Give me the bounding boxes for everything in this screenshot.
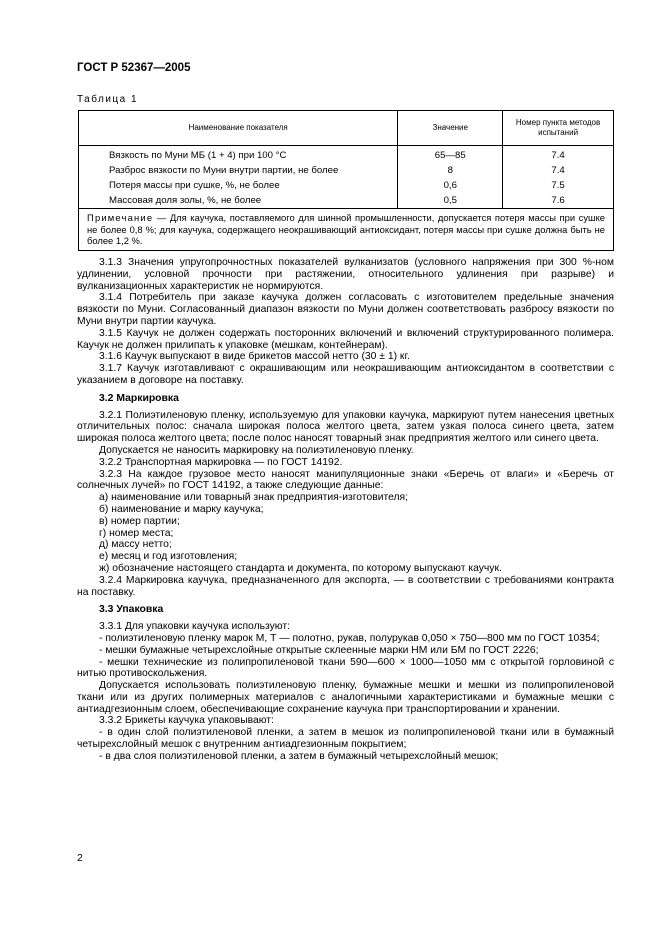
list-item: ж) обозначение настоящего стандарта и документа, по которому выпускают каучук. [99,562,502,574]
table-row [79,146,614,164]
paragraph-3-1-6: 3.1.6 Каучук выпускают в виде брикетов массой нетто (30 ± 1) кг. [99,351,410,363]
table-row [79,163,614,178]
list-item: б) наименование и марку каучука; [99,503,264,515]
cell-method: 7.6 [503,193,614,209]
note-text: — Для каучука, поставляемого для шинной промышленности, допускается потеря массы при сушке не более 0,8 %; для каучука, содержащего неокрашивающий антиоксидант, потеря массы при сушке должна быть не более 1,2 %. [87,212,605,246]
cell-method: 7.5 [503,178,614,193]
note-label: Примечание [87,212,154,223]
cell-method: 7.4 [503,163,614,178]
cell-name: Массовая доля золы, %, не более [79,193,398,209]
section-heading-packaging: 3.3 Упаковка [99,604,164,616]
column-header-value: Значение [398,111,503,146]
table-note [79,209,614,251]
paragraph-3-3-1-d: Допускается использовать полиэтиленовую пленку, бумажные мешки и мешки из полипропиленовой ткани или из других полимерных материалов с аналогичными характеристиками и бумажные мешки с антиадгезионным слоем, обеспечивающие сохранение каучука при транспортировании и хранении. [77,680,614,715]
paragraph-3-3-1: 3.3.1 Для упаковки каучука используют: [99,621,290,633]
paragraph-3-3-2-b: - в два слоя полиэтиленовой пленки, а затем в бумажный четырехслойный мешок; [99,750,499,762]
properties-table [78,110,614,251]
section-heading-marking: 3.2 Маркировка [99,392,179,404]
paragraph-3-2-4: 3.2.4 Маркировка каучука, предназначенного для экспорта, — в соответствии с требованиями контракта на поставку. [77,574,614,598]
paragraph-3-3-1-b: - мешки бумажные четырехслойные открытые склеенные марки НМ или БМ по ГОСТ 2226; [99,644,539,656]
list-item: в) номер партии; [99,515,180,527]
cell-name: Разброс вязкости по Муни внутри партии, не более [79,163,398,178]
paragraph-3-1-3: 3.1.3 Значения упругопрочностных показателей вулканизатов (условного напряжения при 300 %-ном удлинении, условной прочности при растяжении, относительного удлинения при разрыве) и вулканизационных характеристик не нормируются. [77,257,614,292]
document-body [77,257,614,763]
table-note-row [79,209,614,251]
cell-name: Вязкость по Муни МБ (1 + 4) при 100 °С [79,146,398,164]
table-row [79,178,614,193]
paragraph-3-1-7: 3.1.7 Каучук изготавливают с окрашивающим или неокрашивающим антиоксидантом в соответствии с указанием в договоре на поставку. [77,363,614,386]
paragraph-3-3-1-c: - мешки технические из полипропиленовой ткани 590—600 × 1000—1050 мм с открытой горловиной с нитью противоскольжения. [77,656,614,680]
paragraph-3-3-2: 3.3.2 Брикеты каучука упаковывают: [99,715,274,727]
paragraph-3-2-2: 3.2.2 Транспортная маркировка — по ГОСТ 14192. [99,456,343,468]
column-header-name: Наименование показателя [79,111,398,146]
paragraph-3-3-1-a: - полиэтиленовую пленку марок М, Т — полотно, рукав, полурукав 0,050 × 750—800 мм по ГОСТ 10354; [99,632,600,644]
list-item: е) месяц и год изготовления; [99,551,238,563]
paragraph-3-2-3: 3.2.3 На каждое грузовое место наносят манипуляционные знаки «Беречь от влаги» и «Беречь от солнечных лучей» по ГОСТ 14192, а также следующие данные: [77,468,614,492]
table-header-row [79,111,614,146]
paragraph-3-3-2-a: - в один слой полиэтиленовой пленки, а затем в мешок из полипропиленовой ткани или в бумажный четырехслойный мешок с внутренним антиадгезионным покрытием; [77,727,614,751]
page-number: 2 [77,852,83,864]
paragraph-3-2-1-note: Допускается не наносить маркировку на полиэтиленовую пленку. [99,444,414,456]
list-item: а) наименование или товарный знак предприятия-изготовителя; [99,492,409,504]
cell-name: Потеря массы при сушке, %, не более [79,178,398,193]
table-row [79,193,614,209]
cell-value: 8 [398,163,503,178]
paragraph-3-1-4: 3.1.4 Потребитель при заказе каучука должен согласовать с изготовителем предельные значения вязкости по Муни. Согласованный диапазон вязкости по Муни должен соответствовать разбросу вязкости по Муни внутри партии каучука. [77,292,614,327]
cell-method: 7.4 [503,146,614,164]
cell-value: 0,6 [398,178,503,193]
paragraph-3-1-5: 3.1.5 Каучук не должен содержать посторонних включений и включений структурированного полимера. Каучук не должен прилипать к упаковке (мешкам, контейнерам). [77,327,614,351]
list-item: г) номер места; [99,527,174,539]
cell-value: 65—85 [398,146,503,164]
cell-value: 0,5 [398,193,503,209]
paragraph-3-2-1: 3.2.1 Полиэтиленовую пленку, используемую для упаковки каучука, маркируют путем нанесения цветных отличительных полос: сначала широкая полоса желтого цвета, затем узкая полоса синего цвета, затем широкая полоса желтого цвета; после полос наносят товарный знак предприятия желтого или синего цвета. [77,409,614,445]
table-caption: Таблица 1 [77,94,139,105]
column-header-method: Номер пункта методов испытаний [503,111,614,146]
standard-title: ГОСТ Р 52367—2005 [77,62,191,74]
list-item: д) массу нетто; [99,539,172,551]
